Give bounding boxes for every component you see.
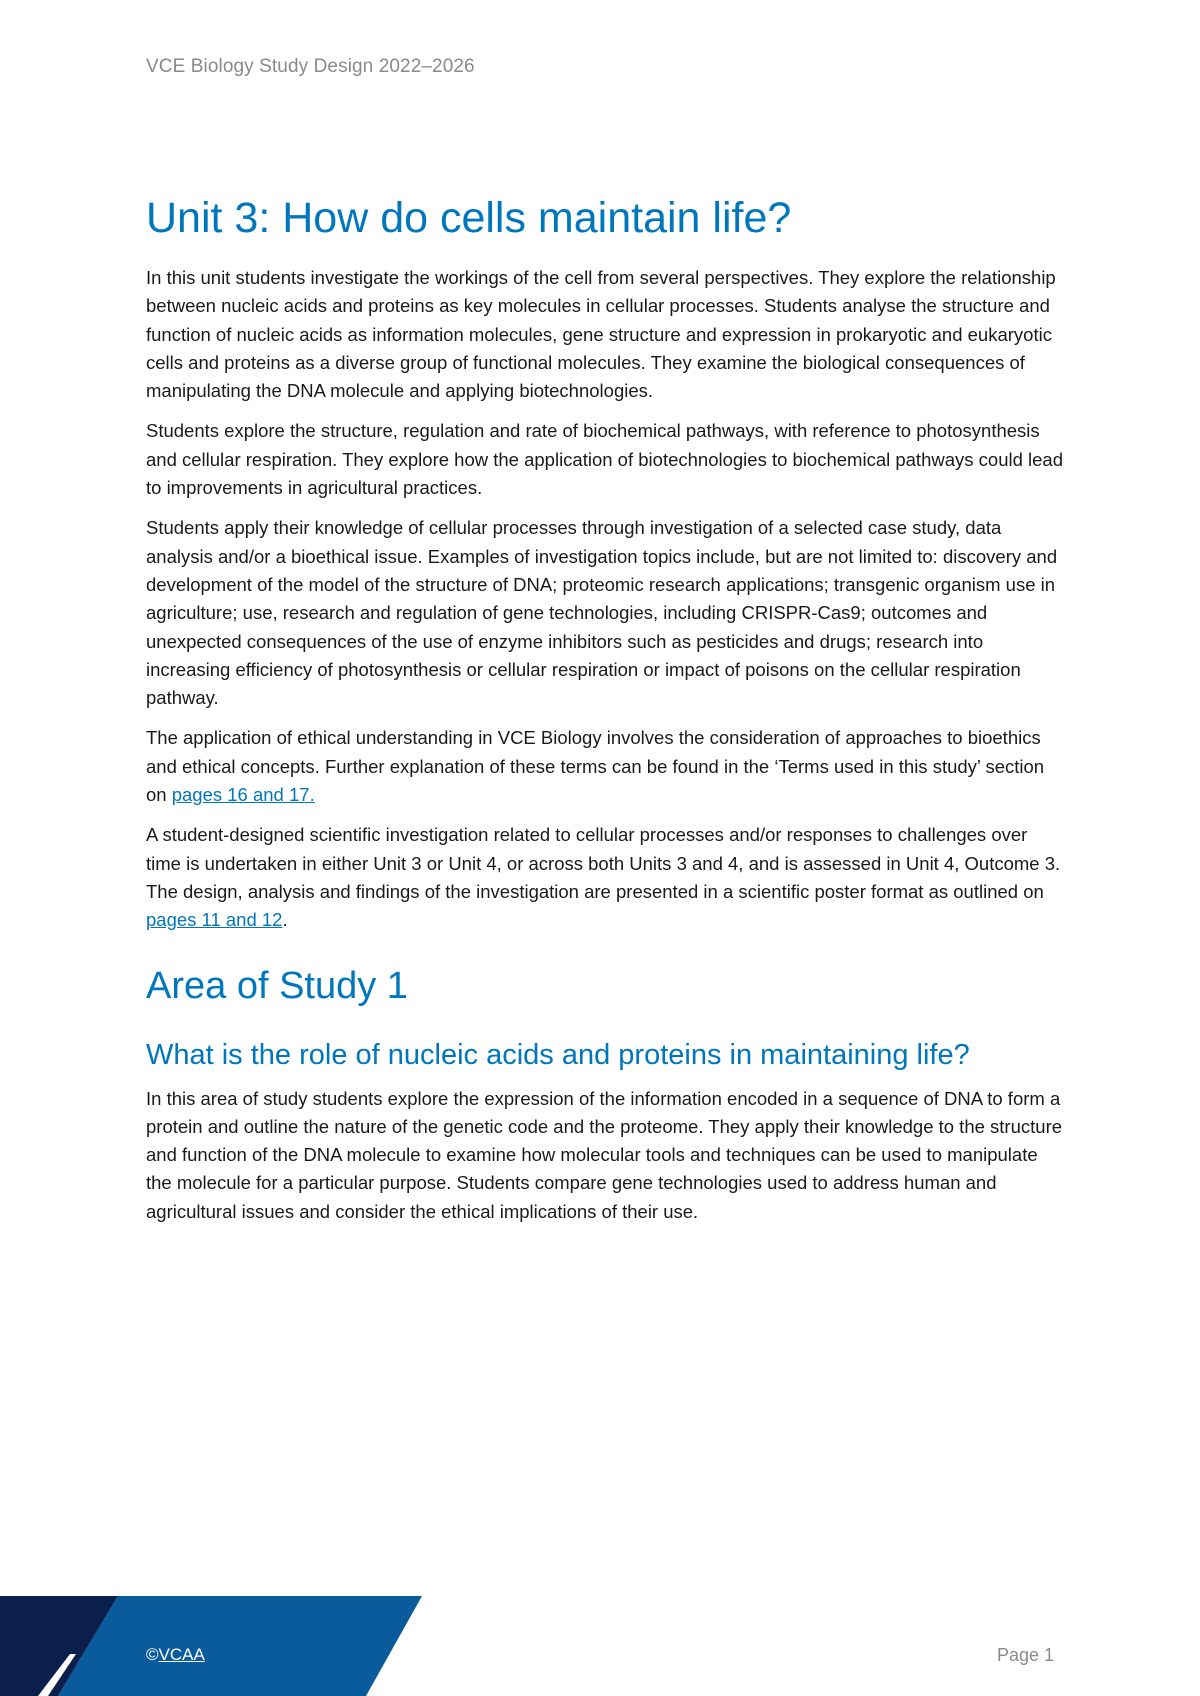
area-of-study-heading: Area of Study 1: [146, 964, 408, 1007]
page-number: Page 1: [996, 1645, 1054, 1665]
unit-title: Unit 3: How do cells maintain life?: [146, 194, 792, 242]
ethical-understanding-paragraph: [146, 724, 1066, 809]
pages-11-12-link[interactable]: pages 11 and 12: [146, 909, 283, 931]
student-investigation-paragraph: [146, 821, 1066, 934]
pages-16-17-link[interactable]: pages 16 and 17.: [171, 784, 315, 806]
footer-copyright: [146, 1645, 205, 1665]
area-of-study-question: What is the role of nucleic acids and proteins in maintaining life?: [146, 1038, 970, 1071]
investigation-topics-paragraph: Students apply their knowledge of cellular processes through investigation of a selected case study, data analysis and/or a bioethical issue. Examples of investigation topics include, but are not limited to: discovery and development of the model of the structure of DNA; proteomic research applications; transgenic organism use in agriculture; use, research and regulation of gene technologies, including CRISPR-Cas9; outcomes and unexpected consequences of the use of enzyme inhibitors such as pesticides and drugs; research into increasing efficiency of photosynthesis or cellular respiration or impact of poisons on the cellular respiration pathway.: [146, 517, 1058, 709]
running-header: VCE Biology Study Design 2022–2026: [146, 56, 475, 77]
biochemical-pathways-paragraph: Students explore the structure, regulation and rate of biochemical pathways, with reference to photosynthesis and cellular respiration. They explore how the application of biotechnologies to biochemical pathways could lead to improvements in agricultural practices.: [146, 420, 1063, 499]
footer-decoration: [0, 1596, 440, 1696]
vcaa-link[interactable]: VCAA: [158, 1645, 205, 1664]
ethical-understanding-text: The application of ethical understanding in VCE Biology involves the consideration of approaches to bioethics and ethical concepts. Further explanation of these terms can be found in the ‘Terms used in this study’ section on: [146, 727, 1045, 806]
copyright-symbol: ©: [146, 1645, 159, 1664]
sentence-end: .: [282, 909, 288, 931]
footer-blue-shape: [58, 1596, 422, 1696]
student-investigation-text: A student-designed scientific investigation related to cellular processes and/or responses to challenges over time is undertaken in either Unit 3 or Unit 4, or across both Units 3 and 4, and is assessed in Unit 4, Outcome 3. The design, analysis and findings of the investigation are presented in a scientific poster format as outlined on: [146, 824, 1061, 902]
main-content: [146, 190, 1066, 1238]
area-of-study-paragraph: In this area of study students explore the expression of the information encoded in a sequence of DNA to form a protein and outline the nature of the genetic code and the proteome. They apply their knowledge to the structure and function of the DNA molecule to examine how molecular tools and techniques can be used to manipulate the molecule for a particular purpose. Students compare gene technologies used to address human and agricultural issues and consider the ethical implications of their use.: [146, 1087, 1063, 1222]
unit-intro-paragraph: In this unit students investigate the workings of the cell from several perspectives. They explore the relationship between nucleic acids and proteins as key molecules in cellular processes. Students analyse the structure and function of nucleic acids as information molecules, gene structure and expression in prokaryotic and eukaryotic cells and proteins as a diverse group of functional molecules. They examine the biological consequences of manipulating the DNA molecule and applying biotechnologies.: [146, 267, 1056, 402]
